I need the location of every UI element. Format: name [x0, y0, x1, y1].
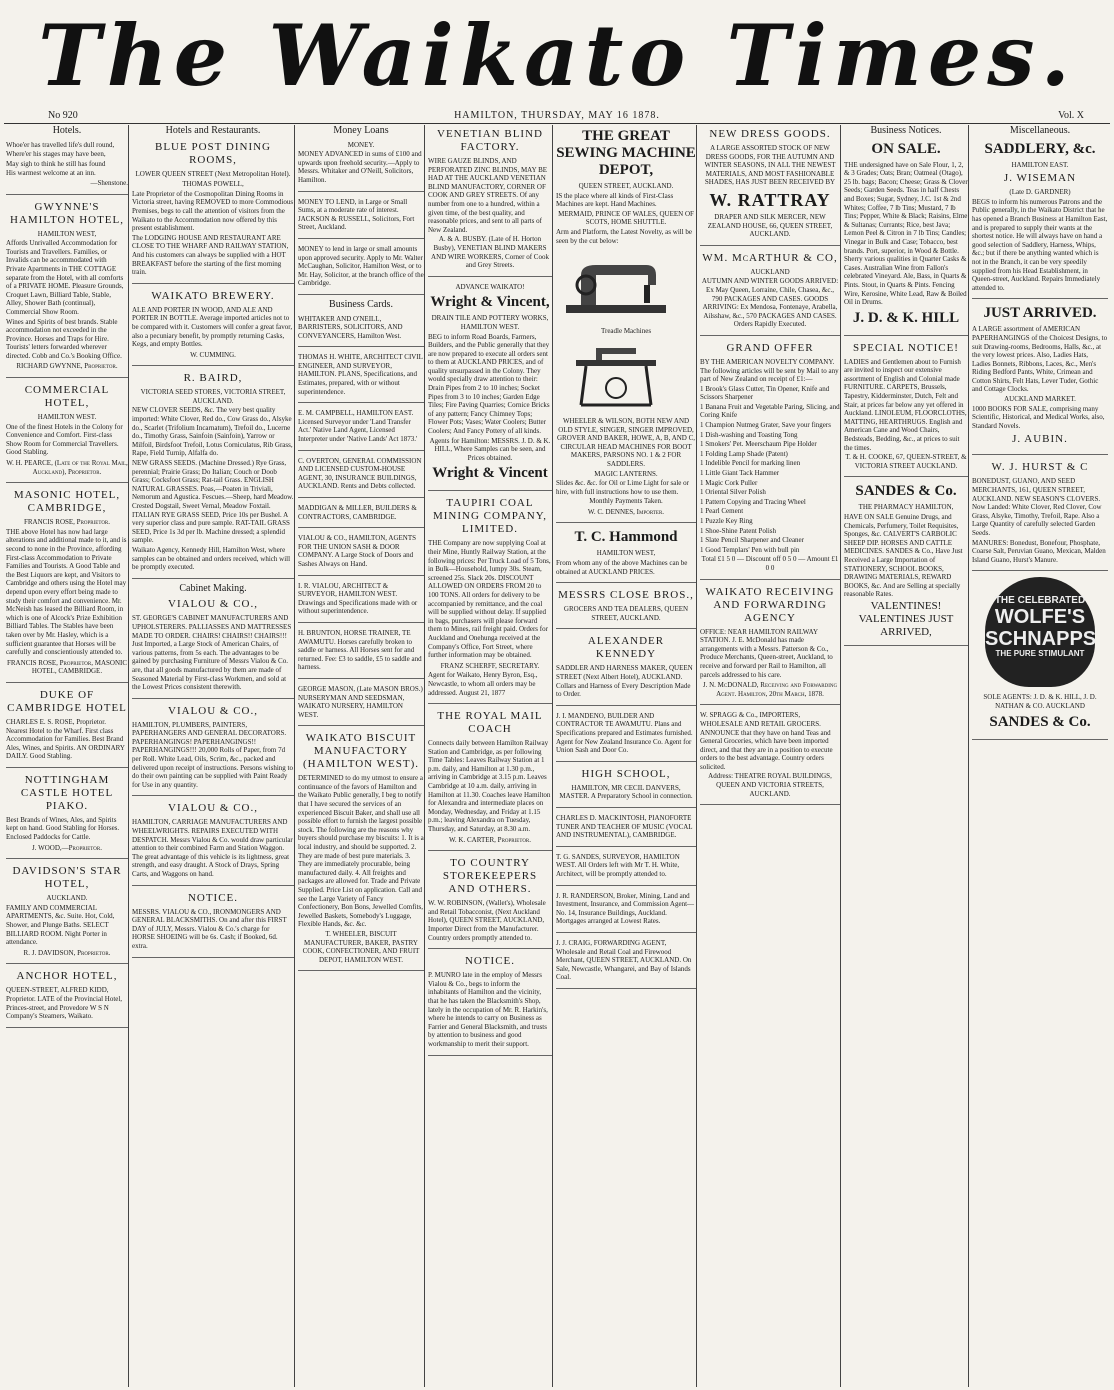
ad-vialou-carriages: [132, 802, 294, 885]
ad-notice-shoeing: [132, 892, 294, 958]
list-item: 1 Pearl Cement: [700, 507, 744, 516]
ad-body: BEGS to inform his numerous Patrons and the Public generally, in the Waikato District that he has opened a Branch Business at Hamilton East, and is prepared to supply their wants at the shortest notice. He will always have on hand a good selection of Saddlery, Harness, Whips, &c.; but if there be anything wanted which is not in the Branch, it can be very speedily supplied from his Head Establishment, in Queen-street, Auckland. Repairs Immediately attended to.: [972, 197, 1108, 292]
poem-line: May sigh to think he still has found: [6, 159, 106, 168]
ad-hurst: [972, 461, 1108, 571]
ad-title: VIALOU & CO.,: [168, 704, 258, 717]
ad-body: NEW GRASS SEEDS. (Machine Dressed.) Rye Grass, perennial; Prairie Grass; Do Italian; Couch or Doob Grass; Cocksfoot Grass; Rat-tail Grass. ENGLISH NATURAL GRASSES. Poas,—Poaten in Triviali, Nemorum and Agustica. Fescues.—Sheep, hard Meadow. Crested Dogstail, Sweet Vernal, Meadow Foxtail. ITALIAN RYE GRASS SEED, Price 10s per Bushel. A very superior class and pure sample. RAT-TAIL GRASS SEED, Price 1s 3d per lb. Machine dressed; a splendid sample.: [132, 459, 294, 545]
ad-body: From whom any of the above Machines can be obtained at AUCKLAND PRICES.: [556, 559, 688, 576]
ad-body: A. & A. BUSBY. (Late of H. Horton Busby), VENETIAN BLIND MAKERS AND WIRE WORKERS, Corner of Cook and Grey Streets.: [431, 235, 549, 270]
ad-body: VIALOU & CO., HAMILTON, AGENTS FOR THE UNION SASH & DOOR COMPANY. A Large Stock of Doors and Sashes Always on Hand.: [298, 534, 417, 568]
ad-title: WM. McARTHUR & CO,: [702, 251, 838, 264]
list-item: 1 Folding Lamp Shade (Patent): [700, 449, 788, 458]
ad-signature: J. WOOD,—Proprietor.: [32, 843, 102, 852]
sewing-machine-illustration: [556, 250, 676, 320]
issue-number: No 920: [48, 110, 78, 121]
ad-body: HAMILTON, MR CECIL DANVERS, MASTER. A Preparatory School in connection.: [559, 783, 693, 801]
ad-mackintosh: [556, 814, 696, 847]
ad-vialou-architect: [298, 582, 424, 623]
ad-title: SADDLERY, &c.: [984, 140, 1096, 157]
ad-body: OFFICE: NEAR HAMILTON RAILWAY STATION. J. E. McDonald has made arrangements with a Messrs. Patterson & Co., Produce Merchants, Queen-street, Auckland, to receive and forward per Rail to Hamilton, all parcels addressed to his care.: [700, 627, 833, 679]
list-item: 1 Banana Fruit and Vegetable Paring, Slicing, and Coring Knife: [700, 402, 840, 420]
ad-just-arrived: [972, 305, 1108, 455]
ad-sandes-surveyor: [556, 853, 696, 886]
ad-body: GEORGE MASON, (Late MASON BROS.) NURSERYMAN AND SEEDSMAN, WAIKATO NURSERY, HAMILTON WEST.: [298, 684, 423, 719]
ad-title: W. RATTRAY: [709, 189, 831, 210]
ad-body: BONEDUST, GUANO, AND SEED MERCHANTS, 161, QUEEN STREET, AUCKLAND. NEW SEASON'S CLOVERS. Now Landed: White Clover, Red Clover, Cow Grass, Alsyke, Timothy, Trefoil, Rape. Also a Large Quantity of carefully selected Garden Seeds.: [972, 477, 1102, 537]
ad-body: HAVE ON SALE Genuine Drugs, and Chemicals, Perfumery, Toilet Requisites, Sponges, &c. CALVERT'S CARBOLIC SHEEP DIP. HORSES AND CATTLE MEDICINES. SANDES & Co., Have Just Received a Large Importation of STATIONERY, SCHOOL BOOKS, DRAWING MATERIALS, REWARD BOOKS, &c. And are Selling at specially reasonable Rates.: [844, 513, 963, 599]
ad-body: WHITAKER AND O'NEILL, BARRISTERS, SOLICITORS, AND CONVEYANCERS, Hamilton West.: [298, 314, 403, 340]
ad-grand-offer: [700, 342, 840, 580]
ad-body: E. M. CAMPBELL, HAMILTON EAST. Licensed Surveyor under 'Land Transfer Act.' Native Land Agent, Licensed Interpreter under 'Native Lands' Act 1873.': [298, 409, 418, 444]
ad-subtitle: HAMILTON WEST,: [596, 549, 656, 558]
ad-title: Wright & Vincent: [432, 465, 548, 482]
ad-subtitle: AUCKLAND.: [46, 894, 88, 903]
ad-gwynne-hotel: [6, 201, 128, 379]
list-item: 1 Little Giant Tack Hammer: [700, 469, 780, 478]
ad-campbell: [298, 409, 424, 450]
list-item: 1 Slate Pencil Sharpener and Cleaner: [700, 536, 804, 545]
ad-nottingham-hotel: [6, 774, 128, 859]
ad-title: J. AUBIN.: [1012, 433, 1068, 446]
ad-body: I. R. VIALOU, ARCHITECT & SURVEYOR, HAMILTON WEST. Drawings and Specifications made with or without superintendence.: [298, 581, 418, 616]
ad-body: QUEEN-STREET, ALFRED KIDD, Proprietor. LATE of the Provincial Hotel, Princes-street, and Provedore W S N Company's Steamers, Waikato.: [6, 986, 123, 1021]
ad-royal-mail: [428, 710, 552, 851]
ad-subtitle: VICTORIA SEED STORES, VICTORIA STREET, AUCKLAND.: [140, 388, 286, 405]
ad-randerson: [556, 892, 696, 933]
list-item: 1 Champion Nutmeg Grater, Save your fingers: [700, 421, 831, 430]
ad-robinson: [428, 857, 552, 949]
ad-kennedy: [556, 635, 696, 705]
ad-body: THE Company are now supplying Coal at their Mine, Huntly Railway Station, at the following prices: Per Truck Load of 5 Tons, in Bulk—Household, lumpy 30s. Steam, screened 25s. Slack 20s. DISCOUNT ALLOWED ON ORDERS FROM 20 to 100 TONS. All orders for delivery to be accompanied by remittance, and the coal will be supplied without delay. If supplied in bags, purchasers will please forward them to Mines, rail freight paid. Orders for Auckland and Onehunga received at the Company's Office, Fort Street, where further information may be obtained.: [428, 539, 551, 660]
ad-title: COMMERCIAL HOTEL,: [24, 384, 110, 410]
ad-body: A LARGE ASSORTED STOCK OF NEW DRESS GOODS, FOR THE AUTUMN AND WINTER SEASONS, IN ALL THE NEWEST MATERIALS, AND MOST FASHIONABLE SHADES, HAS JUST BEEN RECEIVED BY: [704, 144, 836, 187]
column-money-loans: [298, 125, 425, 1387]
column-hotels-restaurants: [132, 125, 295, 1387]
list-item: 1 Oriental Silver Polish: [700, 488, 766, 497]
ad-subtitle: HAMILTON EAST.: [1011, 160, 1069, 169]
list-item: 1 Shoe-Shine Patent Polish: [700, 526, 777, 535]
ad-body: 1000 BOOKS FOR SALE, comprising many Scientific, Historical, and Medical Works, also, Standard Novels.: [972, 404, 1105, 430]
ad-vialou-plumbers: [132, 705, 294, 797]
ad-anchor-hotel: [6, 970, 128, 1027]
ad-title: WAIKATO BISCUIT MANUFACTORY (HAMILTON WEST).: [302, 732, 419, 771]
ad-body: BY THE AMERICAN NOVELTY COMPANY. The following articles will be sent by Mail to any part of New Zealand on receipt of £1:—: [700, 357, 839, 384]
ad-body: MESSRS. VIALOU & CO., IRONMONGERS AND GENERAL BLACKSMITHS. On and after this FIRST DAY of JULY, Messrs. Vialou & Co.'s charge for HORSE SHOEING will be 6s. Cash; if Booked, 6d. extra.: [132, 907, 287, 950]
dateline: [10, 108, 1104, 124]
ad-body: The LODGING HOUSE AND RESTAURANT ARE CLOSE TO THE WHARF AND RAILWAY STATION, And his customers can always be supplied with a HOT BREAKFAST before the starting of the first morning train.: [132, 233, 289, 277]
poem-block: [6, 141, 128, 195]
ad-title: HIGH SCHOOL,: [581, 767, 671, 780]
section-title-misc: Miscellaneous.: [1009, 125, 1071, 136]
masthead: [10, 6, 1104, 106]
ad-subtitle: HAMILTON WEST.: [37, 413, 97, 422]
ad-waikato-brewery: [132, 290, 294, 367]
ad-title: ALEXANDER KENNEDY: [587, 635, 665, 661]
list-item: 1 Indelible Pencil for marking linen: [700, 459, 801, 468]
ad-body: W. SPRAGG & Co., IMPORTERS, WHOLESALE AND RETAIL GROCERS. ANNOUNCE that they have on hand Teas and General Groceries, which have been imported direct, and that they are in a position to execute orders to the best advantage. Country orders solicited.: [700, 711, 833, 771]
ad-title: SANDES & Co.: [855, 483, 957, 500]
ad-overton: [298, 457, 424, 498]
ad-title: TO COUNTRY STOREKEEPERS AND OTHERS.: [442, 857, 538, 896]
ad-body: T. & H. COOKE, 67, QUEEN-STREET, & VICTORIA STREET AUCKLAND.: [845, 453, 967, 470]
ad-title: ANCHOR HOTEL,: [16, 970, 118, 983]
ad-title: NEW DRESS GOODS.: [709, 128, 831, 140]
ad-subtitle: THE PHARMACY HAMILTON,: [858, 503, 954, 512]
emblem-text: THE CELEBRATED: [994, 595, 1086, 607]
ad-title: JUST ARRIVED.: [983, 305, 1097, 322]
ad-signature: THOMAS POWELL,: [182, 180, 244, 189]
ad-mandeno: [556, 712, 696, 762]
ad-body: Waikato Agency, Kennedy Hill, Hamilton West, where samples can be obtained and orders received, which will be promptly executed.: [132, 545, 291, 572]
ad-title: DUKE OF CAMBRIDGE HOTEL: [7, 688, 127, 714]
ad-special-notice: [844, 342, 968, 478]
ad-body: MONEY to lend in large or small amounts upon approved security. Apply to Mr. Walter McCaughan, Solicitor, Hamilton West, or to Mr. Hay, Solicitor, at the branch office of the Cambridge.: [298, 244, 424, 288]
ad-signature: FRANZ SCHERFF, SECRETARY.: [440, 661, 540, 670]
section-title-hotels: Hotels.: [52, 125, 82, 136]
ad-hammond: [556, 529, 696, 583]
list-item: 1 Magic Cork Puller: [700, 478, 758, 487]
ad-body: J. I. MANDENO, BUILDER AND CONTRACTOR TE AWAMUTU. Plans and Specifications prepared and Estimates furnished. Agent for New Zealand Insurance Co. Agent for Union Sash and Door Co.: [556, 711, 693, 755]
ad-vialou-agents: [298, 534, 424, 575]
ad-subtitle: MAGIC LANTERNS.: [594, 469, 658, 478]
ad-whitaker: [298, 315, 424, 348]
ad-subtitle: AUCKLAND MARKET.: [1004, 395, 1076, 404]
ad-title: BLUE POST DINING ROOMS,: [154, 140, 272, 166]
ad-title: NOTICE.: [187, 891, 239, 904]
ad-body: MONEY ADVANCED in sums of £100 and upwards upon freehold security.—Apply to Messrs. Whitaker and O'Neill, Solicitors, Hamilton.: [298, 150, 422, 184]
section-title-money: Money Loans: [333, 125, 389, 136]
ad-signature: R. J. DAVIDSON, Proprietor.: [23, 948, 111, 957]
ad-title: NOTTINGHAM CASTLE HOTEL PIAKO.: [20, 773, 114, 812]
ad-title: TAUPIRI COAL MINING COMPANY, LIMITED.: [432, 497, 548, 536]
ad-body: NEW CLOVER SEEDS, &c. The very best quality imported: White Clover, Red do., Cow Grass do., Alsyke do., Scarlet (Trifolium Incarnatum), Trefoil do., Lucerne do., Timothy Grass, Sainfoin (Sainfoin), Yarrow or Milfoil, Birdsfoot Trefoil, Lotus Corniculatus, Rib Grass, Rape, Field Turnip, Alfalfa do.: [132, 406, 293, 458]
ad-mason: [298, 685, 424, 726]
ad-title: MASONIC HOTEL, CAMBRIDGE,: [13, 489, 121, 515]
list-item: 1 Good Templars' Pen with bull pin: [700, 545, 800, 554]
ad-subtitle: (Late D. GARDNER): [1009, 188, 1071, 197]
ad-body: MERMAID, PRINCE OF WALES, QUEEN OF SCOTS, HOME SHUTTLE.: [558, 209, 694, 227]
ad-body: SADDLER AND HARNESS MAKER, QUEEN STREET (Next Albert Hotel), AUCKLAND. Collars and Harness of Every Description Made to Order.: [556, 664, 693, 699]
ad-body: Agent for Waikato, Henry Byron, Esq., Newcastle, to whom all orders may be addressed. August 21, 1877: [428, 671, 538, 697]
ad-title: SANDES & Co.: [989, 713, 1091, 730]
ad-title: GRAND OFFER: [726, 341, 814, 354]
emblem-text: THE PURE STIMULANT: [995, 648, 1085, 658]
ad-total: Total £1 5 0 — Discount off 0 5 0 — Amount £1 0 0: [701, 555, 839, 572]
ad-body: SOLE AGENTS: J. D. & K. HILL, J. D. NATHAN & CO. AUCKLAND: [983, 693, 1097, 710]
column-dress-goods: [700, 125, 841, 1387]
ad-dress-goods: [700, 128, 840, 246]
ad-title: MONEY.: [347, 140, 375, 149]
ad-brunton: [298, 629, 424, 679]
ad-body: THE undersigned have on Sale Flour, 1, 2, & 3 Grades; Oats; Bran; Oatmeal (Otago), 25 lb. bags; Bacon; Cheese; Grass & Clover Seeds; Garden Seeds. Teas in half Chests and Boxes; Sugar, Sydney, J.C. 1st & 2nd Whites; Coffee, 7 lb Tins; Mustard, 7 lb Tins; Pepper, White & Black; Raisins, Elme & Sultanas; Currants; Rice, best Java; Lemon Peel & Citron in 7 lb Tins; Candles; Vinegar in Bulk and Case; Tobacco, best brands. Port, superior, in Wood & Bottle. Sherry various qualities in Quarter Casks & Cases. Australian Wine from Fallon's celebrated Vineyard. Ale, Bass, in Quarts & Pints. Stout, in Quarts & Pints. Fencing Wire, Kerosine, White Lead, Raw & Boiled Oil in Drums.: [844, 160, 968, 307]
column-blinds: [428, 125, 553, 1387]
ad-title: NOTICE.: [464, 955, 516, 968]
ad-title: J. D. & K. HILL: [852, 309, 960, 326]
ad-title: ON SALE.: [871, 140, 941, 157]
ad-title: Wright & Vincent,: [430, 294, 550, 311]
list-item: 1 Dish-washing and Toasting Tong: [700, 430, 798, 439]
ad-title: W. J. HURST & C: [991, 461, 1089, 474]
ad-commercial-hotel: [6, 384, 128, 483]
ad-subtitle: AUCKLAND: [750, 267, 790, 276]
ad-body: ALE AND PORTER IN WOOD, AND ALE AND PORTER IN BOTTLE. Average imported articles not to be compared with it. Customers will confer a great favor, also a pecuniary benefit, by promptly returning Casks, Kegs, and empty Bottles.: [132, 305, 293, 349]
ad-title: WAIKATO BREWERY.: [151, 289, 275, 302]
ad-body: LADIES and Gentlemen about to Furnish are invited to inspect our extensive assortment of English and Colonial made FURNITURE. CARPETS, Brussels, Tapestry, Kidderminster, Dutch, Felt and Stair, at prices far below any yet offered in Auckland. LINOLEUM, FLOORCLOTHS, MATTING, HEARTHRUGS. English and American Cane and Wood Chairs, Bedsteads, Bedding, &c., at prices to suit the times.: [844, 357, 967, 452]
ad-wright-vincent: [428, 283, 552, 492]
ad-vialou-cabinet: [132, 598, 294, 698]
poem-line: Where'er his stages may have been,: [6, 150, 106, 159]
ad-pharmacy: [844, 483, 968, 646]
ad-title: J. WISEMAN: [1003, 172, 1077, 185]
ad-body: One of the finest Hotels in the Colony for Convenience and Comfort. First-class Show Room for Commercial Travellers. Good Stabling.: [6, 422, 123, 457]
ad-body: BEG to inform Road Boards, Farmers, Builders, and the Public generally that they are now prepared to execute all orders sent to them at AUCKLAND PRICES, and of quality unsurpassed in the Colony. They would specially draw attention to their: Drain Pipes from 2 to 10 inches; Socket Pipes from 3 to 10 inches; Garden Edge Tiles; Fire Paving Quarries; Cornice Bricks of any pattern; Fancy Chimney Tops; Flower Pots; Vases; Water Coolers; Butter Coolers; And Fancy Pottery of all kinds.: [428, 332, 550, 436]
ad-body: Address: THEATRE ROYAL BUILDINGS, QUEEN AND VICTORIA STREETS, AUCKLAND.: [708, 772, 832, 798]
column-sewing: [556, 125, 697, 1387]
ad-subtitle: QUEEN STREET, AUCKLAND.: [578, 182, 674, 190]
list-item: 1 Smokers' Pet. Meerschaum Pipe Holder: [700, 440, 817, 449]
poem-line: His warmest welcome at an inn.: [6, 169, 96, 178]
ad-body: AUTUMN AND WINTER GOODS ARRIVED: Ex May Queen, Lorraine, Chile, Chasea, &c., 790 PACKAGES AND CASES. GOODS ARRIVING: Ex Mendosa, Fontenaye, Arabella, Ailsshaw, &c., 570 PACKAGES AND CASES. Orders Rapidly Executed.: [701, 277, 839, 329]
ad-high-school: [556, 768, 696, 808]
ad-body: FAMILY AND COMMERCIAL APARTMENTS, &c. Suite. Hot, Cold, Shower, and Plunge Baths. SELECT BILLIARD ROOM. Night Porter in attendance.: [6, 903, 115, 947]
ad-body: IS the place where all kinds of First-Class Machines are kept. Hand Machines.: [556, 191, 674, 209]
ad-body: P. MUNRO late in the employ of Messrs Vialou & Co., begs to inform the inhabitants of Hamilton and the vicinity, that he has taken the Blacksmith's Shop, lately in the occupation of Mr. R. Harkin's, where he intends to carry on Business as Farrier and General Blacksmith, and trusts by attention to business and good workmanship to merit their support.: [428, 971, 548, 1048]
ad-signature: FRANCIS ROSE, Proprietor, MASONIC HOTEL, CAMBRIDGE.: [6, 658, 128, 676]
ad-body: THE above Hotel has now had large alterations and additional made to it, and is second to none in the Province, affording First-class Accommodation to Private Families and Tourists. A Good Table and the Best Liquors are kept, and Visitors to Cambridge and others using the Hotel may depend upon every effort being made to study their comfort and convenience. Mr. McNeish has leased the Billiard Room, in which is one of Alcock's Prize Exhibition Billiard Tables. The Stables have been taken over by Mr. Hasley, which is a sufficient guarantee that Horses will be carefully and conscientiously attended to.: [6, 527, 127, 657]
ad-body: Affords Unrivalled Accommodation for Tourists and Travellers. Families, or Invalids can be accommodated with Private Apartments in THE COTTAGE separate from the Hotel, with all comforts of a PRIVATE HOME. Pleasure Grounds, Croquet Lawn, Billiard Table, Stable, Alley, Shower Bath (continual), Commercial Show Room.: [6, 239, 124, 316]
ad-signature: W. H. PEARCE, (Late of the Royal Mail, Auckland), Proprietor.: [6, 459, 128, 476]
ad-blue-post: [132, 141, 294, 284]
emblem-text: WOLFE'S SCHNAPPS: [985, 605, 1097, 650]
schnapps-emblem: [985, 577, 1095, 687]
masthead-title: The Waikato Times.: [38, 6, 1076, 105]
ad-body: Connects daily between Hamilton Railway Station and Cambridge, as per following Time Tables: Leaves Railway Station at 1 p.m. daily, and Hamilton at 1.30 p.m., arriving in Cambridge at 3.15 p.m. Leaves Cambridge at 10 a.m. daily, arriving in Hamilton at 11.30. Coaches leave Hamilton for Alexandra and intermediate places on Monday, Wednesday, and Friday at 1.15 p.m.; leaving Alexandra on Tuesday, Thursday, and Saturday, at 8.30 a.m.: [428, 739, 551, 834]
ad-body: Best Brands of Wines, Ales, and Spirits kept on hand. Good Stabling for Horses. Enclosed Paddocks for Cattle.: [6, 815, 120, 842]
ad-maddigan: [298, 504, 424, 528]
ad-subtitle: LOWER QUEEN STREET (Next Metropolitan Hotel).: [135, 169, 291, 178]
ad-body: CHARLES E. S. ROSE, Proprietor. Nearest Hotel to the Wharf. First class Accommodation for Families. Best Brand Ales, Wines, and Spirits. AN ORDINARY DAILY. Good Stabling.: [6, 717, 125, 761]
ad-body: H. BRUNTON, HORSE TRAINER, TE AWAMUTU. Horses carefully broken to saddle or harness. All Horses sent for and returned. Fee: £3 to saddle, £5 to saddle and harness.: [298, 628, 422, 672]
ad-white: [298, 353, 424, 403]
ad-body: MONEY TO LEND, in Large or Small Sums, at a moderate rate of interest. JACKSON & RUSSELL, Solicitors, Fort Street, Auckland.: [298, 197, 415, 232]
ad-mcarthur: [700, 252, 840, 336]
ad-title: THE ROYAL MAIL COACH: [437, 710, 543, 736]
ad-body: A LARGE assortment of AMERICAN PAPERHANGINGS of the Choicest Designs, to suit Drawing-rooms, Bedrooms, Halls, &c., at the very lowest prices. Also, Ladies Hats, Ladies Bonnets, Ribbons, Laces, &c., Men's Riding Bedford Pants, White, Crimean and Cotton Shirts, Felt Hats, Lever Tuder, Gothic and Cottage Clocks.: [972, 325, 1108, 394]
list-item: 1 Pattern Copying and Tracing Wheel: [700, 497, 806, 506]
ad-title: SPECIAL NOTICE!: [853, 341, 959, 354]
ad-title: THE GREAT SEWING MACHINE DEPOT,: [556, 128, 696, 178]
ad-body: Agents for Hamilton: MESSRS. J. D. & K. HILL, Where Samples can be seen, and Prices obtained.: [429, 436, 551, 462]
volume-label: Vol. X: [1058, 110, 1084, 121]
poem-line: Whoe'er has travelled life's dull round,: [6, 140, 115, 149]
ad-body: HAMILTON, PLUMBERS, PAINTERS, PAPERHANGERS AND GENERAL DECORATORS. PAPERHANGINGS! PAPERHANGINGS!! PAPERHANGINGS!!! 20,000 Rolls of Paper, from 7d per Roll. White Lead, Oils, Scrim, &c., packed and delivered upon receipt of instructions. Persons wishing to do their own painting can be supplied with Paint Ready for Use in any quantity.: [132, 720, 293, 789]
ad-duke-hotel: [6, 689, 128, 768]
ad-title: VENETIAN BLIND FACTORY.: [437, 128, 543, 153]
ad-title: GWYNNE'S HAMILTON HOTEL,: [10, 200, 124, 226]
ad-subtitle: HAMILTON WEST,: [37, 229, 97, 238]
ad-body: Arm and Platform, the Latest Novelty, as will be seen by the cut below:: [556, 227, 693, 245]
section-title-business: Business Notices.: [870, 125, 942, 136]
ad-subtitle: Treadle Machines: [600, 326, 652, 335]
section-title-restaurants: Hotels and Restaurants.: [165, 125, 261, 136]
ad-body: Wines and Spirits of best brands. Stable accommodation not exceeded in the Province. Horses and Traps for Hire. Tourists' letters forwarded wherever directed. Cobb and Co.'s Booking Office.: [6, 317, 122, 360]
ad-title: WAIKATO RECEIVING AND FORWARDING AGENCY: [705, 585, 835, 624]
ad-body: ST. GEORGE'S CABINET MANUFACTURERS AND UPHOLSTERERS. PALLIASSES AND MATTRESSES MADE TO ORDER. CHAIRS! CHAIRS!! CHAIRS!!! Just Imported, a Large Stock of American Chairs, of various patterns, from 5s each. The advantages to be gained by purchasing Furniture of Messrs Vialou & Co. are, that all goods manufactured by them are made of Seasoned Material by First-class Workmen, and sold at the Lowest Prices consistent therewith.: [132, 614, 292, 692]
ad-title: R. BAIRD,: [183, 372, 243, 385]
ad-body: GROCERS AND TEA DEALERS, QUEEN STREET, AUCKLAND.: [563, 605, 689, 622]
ad-body: Late Proprietor of the Cosmopolitan Dining Rooms in Victoria street, having REMOVED to more Commodious Premises, begs to call the attention of visitors from the Waikato to the Accommodation now offered by this present establishment.: [132, 189, 294, 233]
ad-body: WHEELER & WILSON, BOTH NEW AND OLD STYLE, SINGER, SINGER IMPROVED, GROVER AND BAKER, HOWE, A, B, AND C, CIRCULAR HEAD MACHINES FOR BOOT MAKERS, PARSONS NO. 1 & 2 FOR SADDLERS.: [556, 416, 696, 468]
ad-body: HAMILTON, CARRIAGE MANUFACTURERS AND WHEELWRIGHTS. REPAIRS EXECUTED WITH DESPATCH. Messrs Vialou & Co. would draw particular attention to their combined Farm and Station Waggon. The great advantage of this vehicle is its lightness, great strength, and easy draught. A Stock of Drays, Spring Carts, and Waggons on hand.: [132, 818, 293, 878]
ad-body: DETERMINED to do my utmost to ensure a continuance of the favors of Hamilton and the Waikato Public generally, I beg to notify that I have secured the services of an experienced Biscuit Baker, and shall use all possible effort to furnish the largest possible stock. The following are the reasons why buyers should purchase my biscuits: 1. It is a local industry, and should be supported. 2. They are made of best pure materials. 3. They are immediately procurable, being manufactured daily. 4. All freights and packages are allowed for. Trade and Private Supplied. Price List on application. Call and see the Large Variety of Fancy Confectionery, Bon Bons, Jewelled Comfits, Jewelled Baskets, Somebody's Luggage, Flexible Hands, &c. &c.: [298, 774, 424, 929]
list-item: 1 Brook's Glass Cutter, Tin Opener, Knife and Scissors Sharpener: [700, 384, 830, 402]
ad-body: T. WHEELER, BISCUIT MANUFACTURER, BAKER, PASTRY COOK, CONFECTIONER, AND FRUIT DEPOT, HAMILTON WEST.: [302, 929, 420, 964]
ad-on-sale: [844, 141, 968, 336]
ad-title: VIALOU & CO.,: [168, 802, 258, 815]
ad-star-hotel: [6, 865, 128, 964]
ad-craig: [556, 939, 696, 989]
ad-biscuit: [298, 732, 424, 971]
ad-wolfes-schnapps: [972, 577, 1108, 739]
ad-sewing-depot: [556, 128, 696, 523]
ad-baird-seeds: [132, 372, 294, 578]
treadle-machine-illustration: [556, 340, 676, 410]
ad-body: W. W. ROBINSON, (Wallet's), Wholesale and Retail Tobacconist, (Next Auckland Hotel), QUEEN STREET, AUCKLAND, Importer Direct from the Manufacturer. Country orders promptly attended to.: [428, 899, 546, 942]
ad-signature: FRANCIS ROSE, Proprietor.: [23, 518, 111, 527]
ad-title: VALENTINES! VALENTINES JUST ARRIVED,: [858, 599, 954, 638]
ad-body: DRAPER AND SILK MERCER, NEW ZEALAND HOUSE, 66, QUEEN STREET, AUCKLAND.: [707, 212, 833, 239]
ad-title: VIALOU & CO.,: [168, 598, 258, 611]
ad-money: [298, 141, 424, 192]
ad-receiving-agency: [700, 586, 840, 706]
poem-signature: —Shenstone.: [90, 178, 128, 187]
ad-body: T. G. SANDES, SURVEYOR, HAMILTON WEST. All Orders left with Mr T. H. White, Architect, will be promptly attended to.: [556, 852, 680, 878]
list-item: 1 Puzzle Key Ring: [700, 517, 753, 525]
ad-saddlery: [972, 141, 1108, 300]
ad-money-large: [298, 245, 424, 295]
ad-money-lend: [298, 198, 424, 239]
ad-subtitle: Monthly Payments Taken.: [589, 497, 663, 506]
ad-title: MESSRS CLOSE BROS.,: [558, 589, 694, 602]
ad-title: DAVIDSON'S STAR HOTEL,: [12, 865, 122, 891]
ad-body: Slides &c. &c. for Oil or Lime Light for sale or hire, with full instructions how to use them.: [556, 479, 689, 496]
ad-spragg: [700, 711, 840, 805]
ad-subtitle: DRAIN TILE AND POTTERY WORKS, HAMILTON WEST.: [431, 314, 549, 331]
ad-taupiri: [428, 497, 552, 704]
ad-body: C. OVERTON, GENERAL COMMISSION AND LICENSED CUSTOM-HOUSE AGENT, 30, INSURANCE BUILDINGS, AUCKLAND. Rents and Debts collected.: [298, 456, 422, 491]
ad-subtitle: ADVANCE WAIKATO!: [455, 282, 525, 291]
ad-close-bros: [556, 589, 696, 629]
section-title-cards: Business Cards.: [329, 298, 393, 310]
ad-masonic-hotel: [6, 489, 128, 683]
ad-title: T. C. Hammond: [574, 529, 678, 546]
ad-signature: W. C. DENNES, Importer.: [587, 507, 665, 516]
section-title-cabinet: Cabinet Making.: [179, 582, 247, 594]
ad-venetian: [428, 128, 552, 277]
column-business-notices: [844, 125, 969, 1387]
column-hotels: [6, 125, 129, 1387]
ad-notice-munro: [428, 955, 552, 1055]
issue-date: HAMILTON, THURSDAY, MAY 16 1878.: [454, 110, 660, 121]
ad-signature: W. K. CARTER, Proprietor.: [448, 835, 532, 844]
ad-signature: J. N. McDONALD, Receiving and Forwarding Agent. Hamilton, 20th March, 1878.: [702, 681, 838, 698]
ad-body: J. R. RANDERSON, Broker, Mining, Land and Investment, Insurance, and Commission Agent—No. 14, Insurance Buildings, Auckland. Mortgages arranged at Lowest Rates.: [556, 891, 695, 926]
ad-body: MANURES: Bonedust, Bonefour, Phosphate, Coarse Salt, Peruvian Guano, Mexican, Malden Island Guano, Hurst's Manure.: [972, 538, 1106, 564]
ad-body: J. J. CRAIG, FORWARDING AGENT, Wholesale and Retail Coal and Firewood Merchant, QUEEN STREET, AUCKLAND. On Sale, Newcastle, Whangarei, and Bay of Islands Coal.: [556, 938, 692, 982]
top-rule: [4, 123, 1110, 124]
ad-body: CHARLES D. MACKINTOSH, PIANOFORTE TUNER AND TEACHER OF MUSIC (VOCAL AND INSTRUMENTAL), CAMBRIDGE.: [556, 813, 693, 840]
column-miscellaneous: [972, 125, 1108, 1387]
ad-signature: W. CUMMING.: [190, 350, 236, 359]
ad-body: THOMAS H. WHITE, ARCHITECT CIVIL ENGINEER, AND SURVEYOR, HAMILTON. PLANS, Specifications, and Estimates, prepared, with or without superintendence.: [298, 353, 423, 396]
ad-body: WIRE GAUZE BLINDS, AND PERFORATED ZINC BLINDS, MAY BE HAD AT THE AUCKLAND VENETIAN BLIND MANUFACTORY, CORNER OF COOK AND GREY STREETS. Of any number from one to a hundred, within a given time, of the best quality, and reasonable prices, and sent to all parts of New Zealand.: [428, 157, 548, 234]
ad-signature: RICHARD GWYNNE, Proprietor.: [16, 362, 118, 371]
ad-body: MADDIGAN & MILLER, BUILDERS & CONTRACTORS, CAMBRIDGE.: [298, 504, 417, 521]
